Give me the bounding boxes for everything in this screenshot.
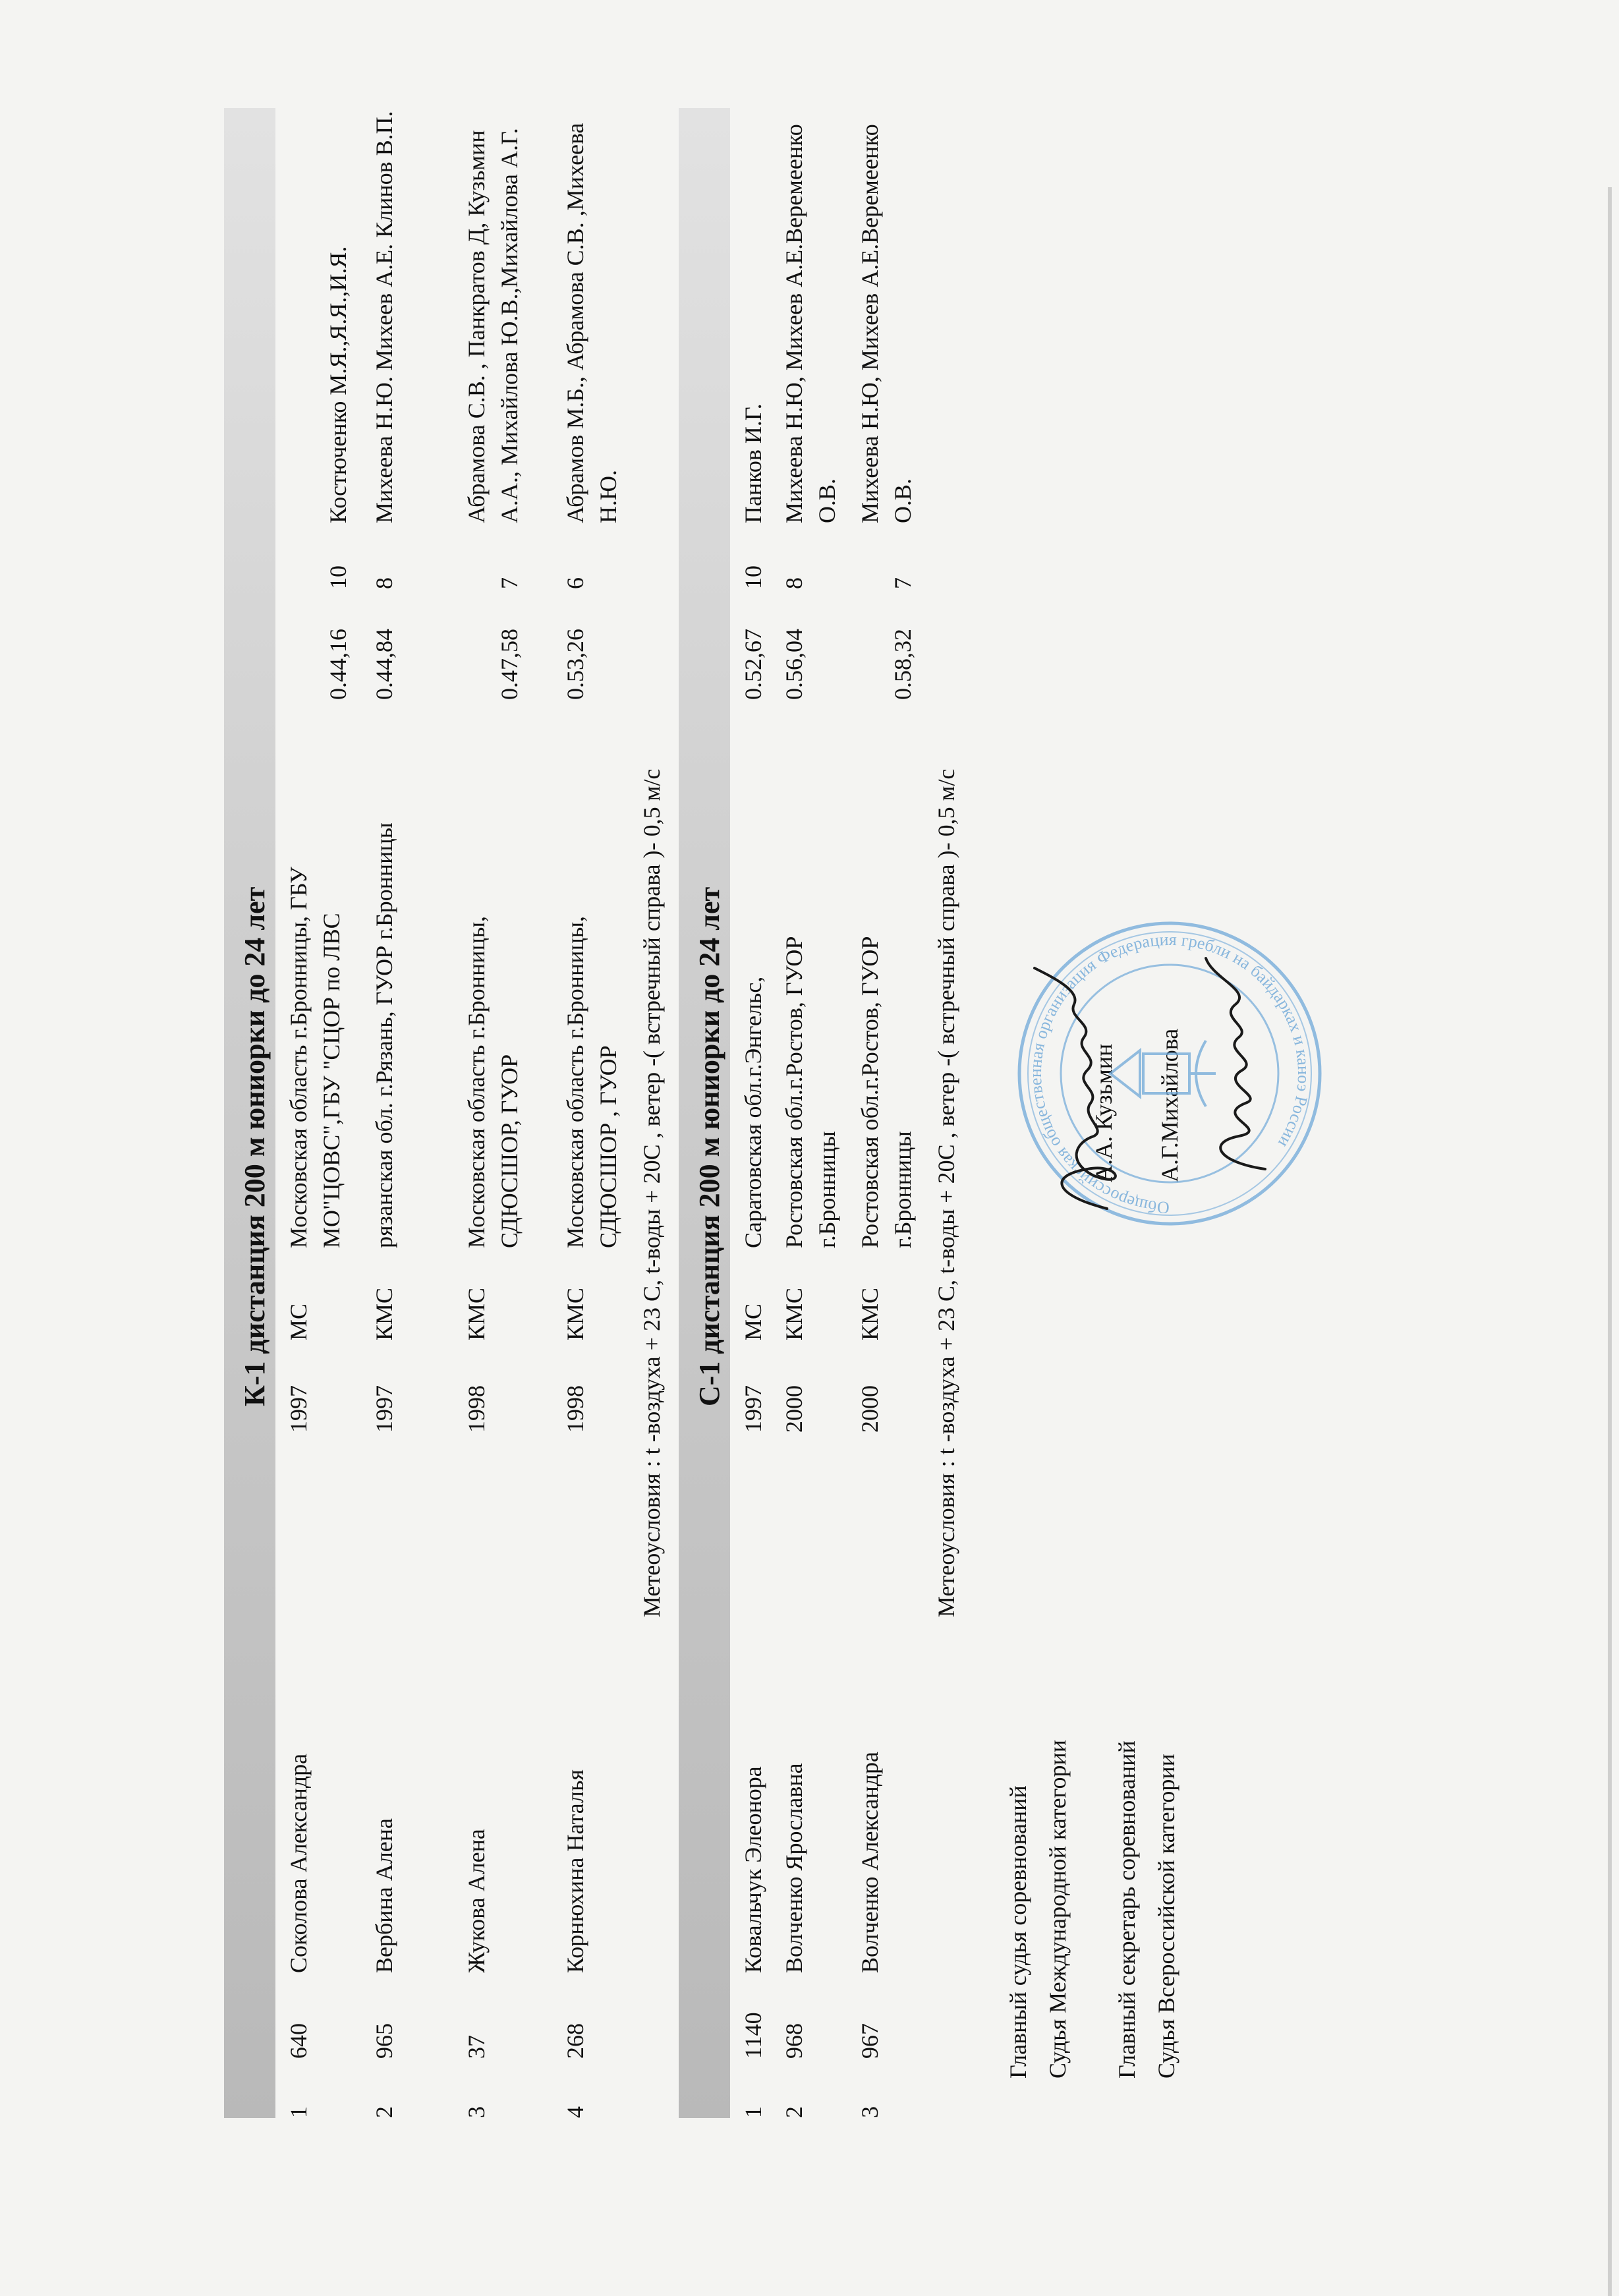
rank-cell: МС xyxy=(740,1303,766,1340)
secretary-category: Судья Всероссийской категории xyxy=(1153,1754,1179,2079)
section-title: К-1 дистанция 200 м юниорки до 24 лет xyxy=(239,886,271,1406)
club-cell: Ростовская обл.г.Ростов, ГУОР г.Бронницы xyxy=(857,936,916,1248)
rank-cell: КМС xyxy=(857,1287,883,1340)
points-cell: 10 xyxy=(740,565,766,589)
year-cell: 1997 xyxy=(740,1385,766,1433)
points-cell: 8 xyxy=(371,577,397,589)
name-cell: Волченко Александра xyxy=(857,1751,883,1973)
name-cell: Вербина Алена xyxy=(371,1818,397,1973)
bib-cell: 640 xyxy=(285,2023,312,2059)
meteo-conditions: Метеоусловия : t -воздуха + 23 С, t-воды + 20С , ветер -( встречный справа )- 0,5 м/с xyxy=(639,768,665,1617)
points-cell: 6 xyxy=(562,577,588,589)
svg-text:Общероссийская общественная ор: Общероссийская общественная организация Федерация гребли на байдарках и каноэ России xyxy=(1025,929,1314,1218)
secretary-name: А.Г.Михайлова xyxy=(1156,1028,1183,1182)
club-cell: Московская область г.Бронницы, ГБУ МО"ЦОВС",ГБУ "СЦОР по ЛВС xyxy=(285,867,345,1248)
year-cell: 2000 xyxy=(857,1385,883,1433)
bib-cell: 1140 xyxy=(740,2012,766,2059)
club-cell: Ростовская обл.г.Ростов, ГУОР г.Бронницы xyxy=(781,936,840,1248)
place-cell: 2 xyxy=(371,2106,397,2118)
year-cell: 1997 xyxy=(371,1385,397,1433)
name-cell: Корнюхина Наталья xyxy=(562,1769,588,1973)
rank-cell: КМС xyxy=(371,1287,397,1340)
year-cell: 1998 xyxy=(562,1385,588,1433)
place-cell: 3 xyxy=(463,2106,490,2118)
year-cell: 1997 xyxy=(285,1385,312,1433)
secretary-signature xyxy=(1193,952,1285,1176)
secretary-title: Главный секретарь соревнований xyxy=(1114,1740,1140,2079)
club-cell: Московская область г.Бронницы, СДЮСШОР, ГУОР xyxy=(463,915,523,1248)
coach-cell: Абрамов М.Б., Абрамова С.В. ,Михеева Н.Ю. xyxy=(562,123,621,523)
time-cell: 0.56,04 xyxy=(781,629,807,700)
section-header xyxy=(679,108,730,2118)
time-cell: 0.52,67 xyxy=(740,629,766,700)
scan-edge-divider xyxy=(1608,187,1612,2296)
coach-cell: Михеева Н.Ю, Михеев А.Е.Веремеенко О.В. xyxy=(857,124,916,523)
rank-cell: МС xyxy=(285,1303,312,1340)
place-cell: 1 xyxy=(740,2106,766,2118)
place-cell: 4 xyxy=(562,2106,588,2118)
table-row xyxy=(282,108,368,2118)
time-cell: 0.44,16 xyxy=(325,629,351,700)
chief-judge-category: Судья Международной категории xyxy=(1044,1739,1071,2079)
section-c1 xyxy=(679,108,963,2118)
table-row xyxy=(778,108,853,2118)
rank-cell: КМС xyxy=(781,1287,807,1340)
place-cell: 1 xyxy=(285,2106,312,2118)
coach-cell: Михеева Н.Ю, Михеев А.Е.Веремеенко О.В. xyxy=(781,124,840,523)
coach-cell: Костюченко М.Я.,Я.Я.,И.Я. xyxy=(325,246,351,523)
club-cell: Саратовская обл.г.Энгельс, xyxy=(740,976,766,1248)
name-cell: Соколова Александра xyxy=(285,1753,312,1973)
bib-cell: 967 xyxy=(857,2023,883,2059)
chief-judge-title: Главный судья соревнований xyxy=(1005,1785,1031,2079)
bib-cell: 968 xyxy=(781,2023,807,2059)
name-cell: Волченко Ярославна xyxy=(781,1763,807,1973)
time-cell: 0.47,58 xyxy=(496,629,523,700)
time-cell: 0.53,26 xyxy=(562,629,588,700)
bib-cell: 37 xyxy=(463,2035,490,2059)
place-cell: 2 xyxy=(781,2106,807,2118)
rank-cell: КМС xyxy=(463,1287,490,1340)
table-row xyxy=(737,108,778,2118)
section-k1 xyxy=(224,108,668,2118)
year-cell: 2000 xyxy=(781,1385,807,1433)
table-row xyxy=(460,108,559,2118)
bib-cell: 965 xyxy=(371,2023,397,2059)
name-cell: Ковальчук Элеонора xyxy=(740,1766,766,1973)
name-cell: Жукова Алена xyxy=(463,1829,490,1973)
club-cell: Московская область г.Бронницы, СДЮСШОР , ГУОР xyxy=(562,915,621,1248)
rank-cell: КМС xyxy=(562,1287,588,1340)
club-cell: рязанская обл. г.Рязань, ГУОР г.Бронницы xyxy=(371,822,397,1248)
time-cell: 0.58,32 xyxy=(890,629,916,700)
points-cell: 7 xyxy=(890,577,916,589)
place-cell: 3 xyxy=(857,2106,883,2118)
points-cell: 7 xyxy=(496,577,523,589)
points-cell: 10 xyxy=(325,565,351,589)
table-row xyxy=(853,108,926,2118)
table-row xyxy=(559,108,631,2118)
table-row xyxy=(368,108,460,2118)
coach-cell: Абрамова С.В. , Панкратов Д, Кузьмин А.А., Михайлова Ю.В.,Михайлова А.Г. xyxy=(463,128,523,523)
bib-cell: 268 xyxy=(562,2023,588,2059)
points-cell: 8 xyxy=(781,577,807,589)
section-header xyxy=(224,108,275,2118)
coach-cell: Михеева Н.Ю. Михеев А.Е. Клинов В.П. xyxy=(371,111,397,523)
meteo-conditions: Метеоусловия : t -воздуха + 23 С, t-воды + 20С , ветер -( встречный справа )- 0,5 м/с xyxy=(933,768,959,1617)
chief-judge-name: А.А. Кузьмин xyxy=(1091,1043,1117,1182)
section-title: С-1 дистанция 200 м юниорки до 24 лет xyxy=(693,886,725,1406)
time-cell: 0.44,84 xyxy=(371,629,397,700)
year-cell: 1998 xyxy=(463,1385,490,1433)
chief-judge-signature xyxy=(1028,965,1133,1215)
coach-cell: Панков И.Г. xyxy=(740,403,766,523)
